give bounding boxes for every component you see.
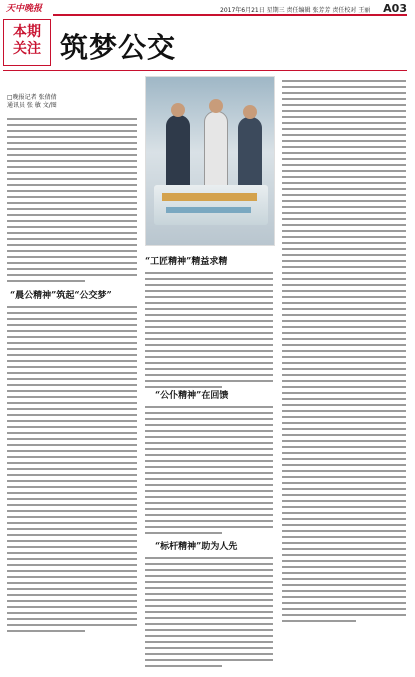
column-1-text-lower (7, 306, 137, 636)
bus-planning-model-photo (145, 76, 275, 246)
section-label-line2: 关注 (13, 41, 41, 57)
column-3-text (282, 80, 406, 626)
byline-line: □晚报记者 张倩倩 通讯员 张 敏 文/图 (7, 94, 57, 109)
subhead-3: “公仆精神”在回馈 (155, 391, 229, 401)
page-headline: 筑梦公交 (60, 31, 177, 64)
byline (7, 94, 57, 110)
column-2-text-middle (145, 406, 273, 538)
column-2-text (145, 272, 273, 392)
dateline: 2017年6月21日 星期三 责任编辑 张芳芳 责任校对 王丽 (220, 7, 371, 14)
section-label-line1: 本期 (13, 24, 41, 40)
subhead-1: “晨公精神”筑起“公交梦” (10, 291, 112, 301)
column-2-text-lower (145, 557, 273, 671)
masthead: 天中晚报 (6, 4, 43, 14)
section-label (3, 19, 51, 66)
subhead-4: “标杆精神”助为人先 (155, 542, 238, 552)
subhead-2: “工匠精神”精益求精 (145, 257, 228, 267)
column-1-text (7, 118, 137, 286)
top-rule (53, 14, 407, 16)
page-number: A03 (383, 2, 407, 15)
headline-rule (3, 70, 407, 71)
